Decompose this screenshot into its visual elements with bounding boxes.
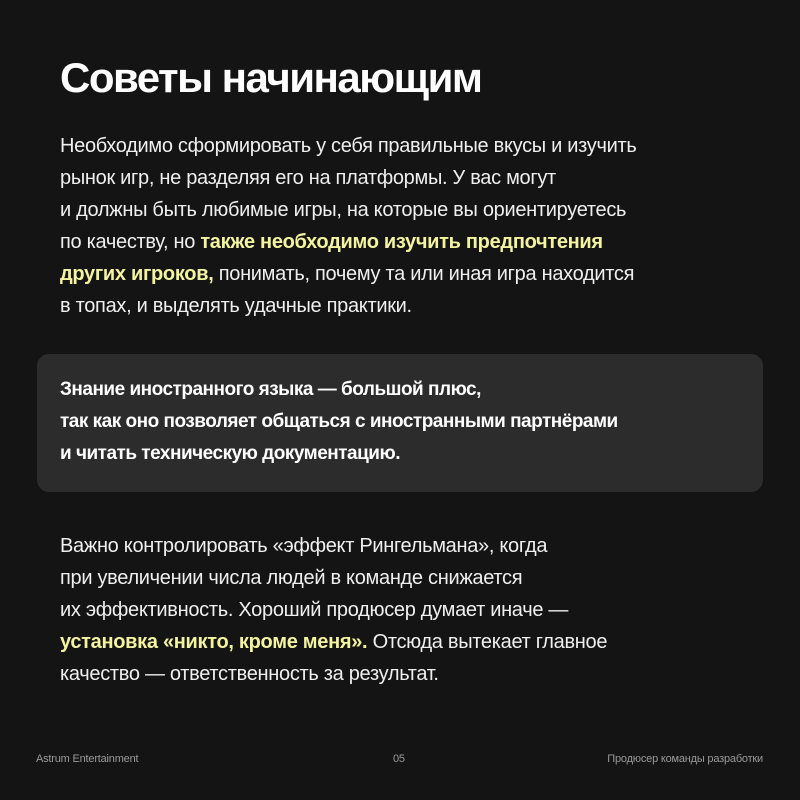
intro-line-4: по качеству, но — [60, 231, 201, 253]
callout-text — [60, 374, 750, 470]
intro-line-2: рынок игр, не разделяя его на платформы. У вас могут — [60, 167, 556, 189]
callout-line-2: так как оно позволяет общаться с иностранными партнёрами — [60, 411, 618, 432]
intro-highlight-2: других игроков, — [60, 263, 214, 285]
intro-last-line: в топах, и выделять удачные практики. — [60, 295, 412, 317]
footer-section-title: Продюсер команды разработки — [607, 753, 763, 765]
ringelmann-paragraph — [60, 530, 750, 690]
intro-line-1: Необходимо сформировать у себя правильные вкусы и изучить — [60, 135, 637, 157]
callout-line-3: и читать техническую документацию. — [60, 443, 400, 464]
intro-after-highlight: понимать, почему та или иная игра находится — [213, 263, 635, 285]
intro-paragraph — [60, 130, 760, 322]
footer-page-number: 05 — [393, 753, 405, 765]
callout-line-1: Знание иностранного языка — большой плюс, — [60, 379, 481, 400]
ringelmann-line-2: при увеличении числа людей в команде снижается — [60, 567, 523, 589]
ringelmann-line-3: их эффективность. Хороший продюсер думает иначе — — [60, 599, 569, 621]
ringelmann-after-highlight: Отсюда вытекает главное — [367, 631, 608, 653]
intro-line-3: и должны быть любимые игры, на которые вы ориентируетесь — [60, 199, 627, 221]
intro-highlight-1: также необходимо изучить предпочтения — [200, 231, 603, 253]
ringelmann-highlight: установка «никто, кроме меня». — [60, 631, 368, 653]
callout-card — [37, 354, 763, 492]
ringelmann-line-1: Важно контролировать «эффект Рингельмана», когда — [60, 535, 548, 557]
ringelmann-last-line: качество — ответственность за результат. — [60, 663, 439, 685]
page-title: Советы начинающим — [60, 54, 482, 101]
footer-company: Astrum Entertainment — [36, 753, 139, 765]
